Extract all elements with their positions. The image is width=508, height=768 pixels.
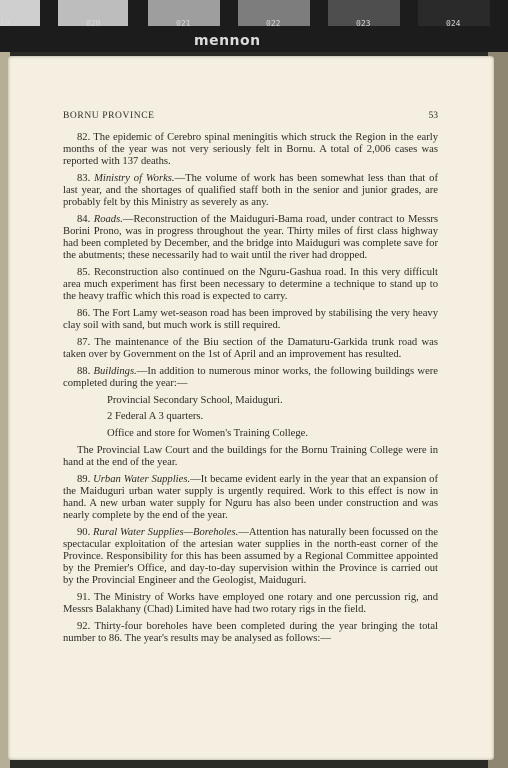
paragraph-number: 92. bbox=[77, 620, 91, 632]
brand-logo: mennon bbox=[194, 33, 261, 49]
page-body bbox=[63, 132, 438, 650]
paragraph-heading: Urban Water Supplies. bbox=[93, 473, 191, 485]
paragraph bbox=[63, 173, 438, 209]
paragraph-number: 84. bbox=[77, 213, 91, 225]
paragraph bbox=[63, 214, 438, 262]
paragraph-number: 85. bbox=[77, 267, 91, 278]
paragraph-text: —It became evident early in the year that an expansion of the Maiduguri urban water supply is urgently required. Work to this effect is now in hand. A new urban water supply for Nguru has also been under construction and was nearly complete by the end of the year. bbox=[63, 473, 438, 521]
document-page bbox=[8, 56, 494, 760]
paragraph-text: The maintenance of the Biu section of the Damaturu-Garkida trunk road was taken over by Government on the 1st of April and an improvement has resulted. bbox=[63, 336, 438, 360]
paragraph-text: Thirty-four boreholes have been completed during the year bringing the total number to 86. The year's results may be analysed as follows:— bbox=[63, 620, 438, 644]
paragraph bbox=[63, 621, 438, 645]
paragraph-heading: Buildings. bbox=[93, 365, 137, 377]
swatch-label: 021 bbox=[176, 19, 191, 28]
paragraph-number: 91. bbox=[77, 591, 91, 603]
paragraph-heading: Ministry of Works. bbox=[94, 172, 175, 184]
paragraph-heading: Rural Water Supplies—Boreholes. bbox=[93, 526, 239, 538]
paragraph-text: The Ministry of Works have employed one rotary and one percussion rig, and Messrs Balakhany (Chad) Limited have had two rotary rigs in the field. bbox=[63, 591, 438, 615]
paragraph-heading: Roads. bbox=[93, 213, 123, 225]
paragraph bbox=[63, 527, 438, 587]
running-head: BORNU PROVINCE bbox=[63, 111, 155, 121]
paragraph-number: 89. bbox=[77, 473, 91, 485]
paragraph-number: 83. bbox=[77, 172, 91, 184]
calibration-strip bbox=[0, 0, 508, 52]
buildings-list bbox=[63, 395, 438, 440]
page-number: 53 bbox=[428, 111, 438, 121]
paragraph bbox=[63, 308, 438, 332]
swatch-label: 022 bbox=[266, 19, 281, 28]
paragraph-text: —Reconstruction of the Maiduguri-Bama road, under contract to Messrs Borini Prono, was in progress throughout the year. Thirty miles of first class highway had been completed by December, and the bridge into Maiduguri was complete save for the abutments; these necessarily had to wait until the river had dropped. bbox=[63, 213, 438, 262]
paragraph-text: The epidemic of Cerebro spinal meningitis which struck the Region in the early months of the year was not very seriously felt in Bornu. A total of 2,006 cases was reported with 137 deaths. bbox=[63, 132, 438, 168]
paragraph-text: —Attention has naturally been focussed on the spectacular exploitation of the artesian water supplies in the north-east corner of the Province. Responsibility for this has been assumed by a Regional Committee appointed by the Premier's Office, and day-to-day supervision within the Province is carried out by the Provincial Engineer and the Geologist, Maiduguri. bbox=[63, 526, 438, 586]
swatch-label: 024 bbox=[446, 19, 461, 28]
swatch-label: 020 bbox=[86, 19, 101, 28]
paragraph-text: —The volume of work has been somewhat less than that of last year, and the shortages of qualified staff both in the senior and junior grades, are probably felt by this Ministry as severely as any. bbox=[63, 172, 438, 209]
paragraph-number: 88. bbox=[77, 365, 91, 377]
paragraph bbox=[63, 474, 438, 522]
paragraph-number: 87. bbox=[77, 336, 91, 348]
swatch-label: 023 bbox=[356, 19, 371, 28]
paragraph-text: —In addition to numerous minor works, the following buildings were completed during the year:— bbox=[63, 365, 438, 389]
paragraph-text: The Fort Lamy wet-season road has been improved by stabilising the very heavy clay soil with sand, but much work is still required. bbox=[63, 307, 438, 332]
paragraph bbox=[63, 337, 438, 361]
paragraph bbox=[63, 366, 438, 390]
paragraph-group bbox=[63, 132, 438, 390]
paragraph-group bbox=[63, 445, 438, 645]
paragraph bbox=[63, 267, 438, 303]
paragraph bbox=[63, 592, 438, 616]
paragraph-number: 82. bbox=[77, 132, 91, 143]
paragraph bbox=[63, 132, 438, 168]
paragraph-text: The Provincial Law Court and the buildings for the Bornu Training College were in hand at the end of the year. bbox=[63, 444, 438, 468]
swatch-label: 19 bbox=[0, 19, 10, 28]
paragraph-number: 86. bbox=[77, 307, 91, 319]
paragraph bbox=[63, 445, 438, 469]
paragraph-number: 90. bbox=[77, 526, 91, 538]
list-item: Provincial Secondary School, Maiduguri. bbox=[107, 394, 283, 406]
list-item: 2 Federal A 3 quarters. bbox=[107, 411, 204, 423]
paragraph-text: Reconstruction also continued on the Nguru-Gashua road. In this very difficult area much experiment has first been necessary to determine a technique to stand up to the heavy traffic which this road is expected to carry. bbox=[63, 267, 438, 303]
list-item: Office and store for Women's Training College. bbox=[107, 427, 309, 439]
